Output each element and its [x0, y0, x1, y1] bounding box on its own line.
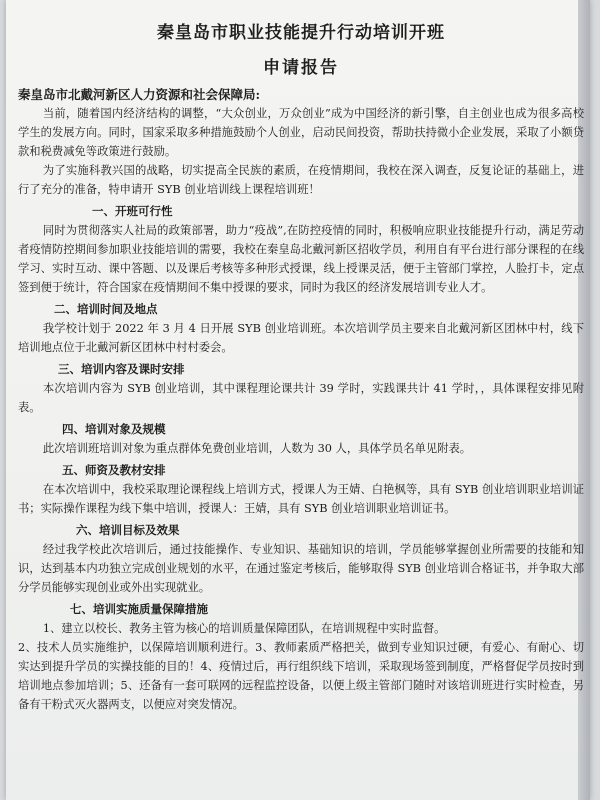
section-6-paragraph: 经过我学校此次培训后，通过技能操作、专业知识、基础知识的培训，学员能够掌握创业所需要的技能和知识，达到基本内功独立完成创业规划的水平，在通过鉴定考核后，能够取得 SYB 创业培训合格证书，并争取大部分学员能够实现创业或外出实现就业。: [18, 543, 584, 594]
section-4-paragraph: 此次培训班培训对象为重点群体免费创业培训，人数为 30 人，具体学员名单见附表。: [42, 442, 472, 455]
section-3-paragraph: 本次培训内容为 SYB 创业培训，其中课程理论课共计 39 学时，实践课共计 41 学时，，具体课程安排见附表。: [18, 382, 584, 414]
section-3-title: 三、培训内容及课时安排: [58, 362, 185, 376]
section-5-paragraph: 在本次培训中，我校采取理论课程线上培训方式，授课人为王婧、白艳枫等，具有 SYB 创业培训职业培训证书；实际操作课程为线下集中培训，授课人：王婧，具有 SYB 创业培训职业培训证书。: [18, 483, 584, 515]
section-2-paragraph: 我学校计划于 2022 年 3 月 4 日开展 SYB 创业培训班。本次培训学员主要来自北戴河新区团林中村，线下培训地点位于北戴河新区团林中村村委会。: [18, 322, 584, 354]
section-4-title: 四、培训对象及规模: [62, 422, 166, 436]
document-subtitle: 申请报告: [263, 58, 339, 78]
section-6-title: 六、培训目标及效果: [76, 523, 180, 537]
section-2-title: 二、培训时间及地点: [54, 302, 158, 316]
section-1-title: 一、开班可行性: [92, 204, 173, 218]
document-content: [18, 14, 584, 714]
section-7-title: 七、培训实施质量保障措施: [70, 602, 208, 616]
addressee: 秦皇岛市北戴河新区人力资源和社会保障局:: [18, 87, 261, 102]
section-1-paragraph: 同时为贯彻落实人社局的政策部署，助力“疫战”,在防控疫情的同时，积极响应职业技能提升行动，满足劳动者疫情防控期间参加职业技能培训的需要，我校在秦皇岛北戴河新区招收学员，利用自有平台进行部分课程的在线学习、实时互动、课中答题、以及课后考核等多种形式授课，线上授课灵活，便于主管部门掌控，人脸打卡，定点签到便于统计，符合国家在疫情期间不集中授课的要求，同时为我区的经济发展培训专业人才。: [18, 224, 584, 294]
document-page: [6, 0, 590, 800]
intro-paragraph-1: 当前，随着国内经济结构的调整，“大众创业，万众创业”成为中国经济的新引擎，自主创业也成为很多高校学生的发展方向。同时，国家采取多种措施鼓励个人创业，启动民间投资，帮助扶持微小企业发展，采取了小额贷款和税费减免等政策进行鼓励。: [18, 107, 584, 158]
document-title: 秦皇岛市职业技能提升行动培训开班: [157, 23, 445, 43]
section-7-paragraph-2: 2、技术人员实施维护，以保障培训顺利进行。3、教师素质严格把关，做到专业知识过硬，有爱心、有耐心、切实达到提升学员的实操技能的目的！4、疫情过后，再行组织线下培训，采取现场签到制度，严格督促学员按时到培训地点参加培训；5、还备有一套可联网的远程监控设备，以便上级主管部门随时对该培训班进行实时检查，另备有干粉式灭火器两支，以便应对突发情况。: [18, 641, 584, 711]
intro-paragraph-2: 为了实施科教兴国的战略，切实提高全民族的素质，在疫情期间，我校在深入调查，反复论证的基础上，进行了充分的准备，特申请开 SYB 创业培训线上课程培训班！: [18, 164, 584, 196]
section-5-title: 五、师资及教材安排: [62, 463, 166, 477]
section-7-paragraph-1: 1、建立以校长、教务主管为核心的培训质量保障团队，在培训规程中实时监督。: [42, 622, 446, 635]
